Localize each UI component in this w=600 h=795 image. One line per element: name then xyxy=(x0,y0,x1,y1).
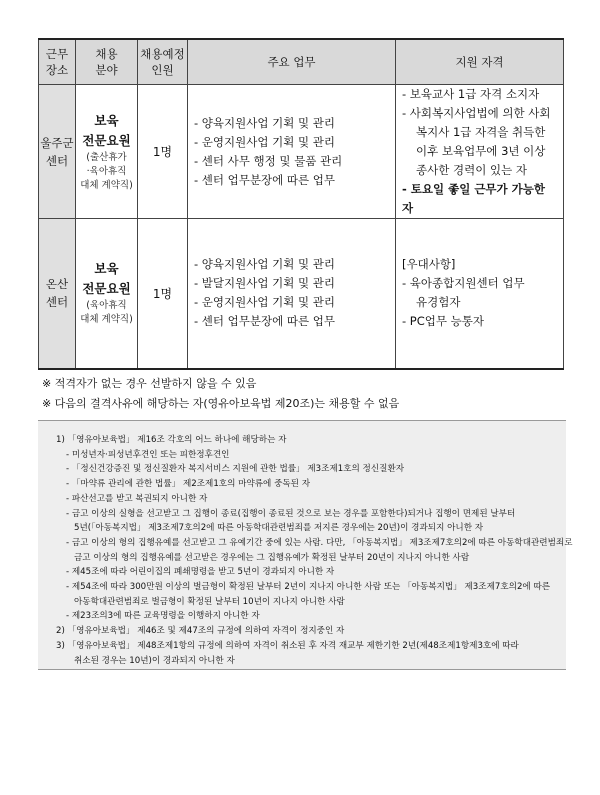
location-line1: 울주군 xyxy=(40,135,74,150)
duty-item: - 운영지원사업 기획 및 관리 xyxy=(194,295,335,310)
header-location-line1: 근무 xyxy=(45,47,69,61)
qual-item: - 사회복지사업법에 의한 사회 xyxy=(402,106,551,120)
location-line2: 센터 xyxy=(45,153,69,168)
qual-item: [우대사항] xyxy=(402,257,456,272)
field-sub-line2: ·육아휴직 xyxy=(86,165,127,177)
header-field-line1: 채용 xyxy=(95,47,118,61)
recruitment-table xyxy=(38,38,564,370)
note-line: ※ 적격자가 없는 경우 선발하지 않을 수 있음 xyxy=(42,377,257,390)
qualifications-cell xyxy=(396,219,564,369)
field-main-line2: 전문요원 xyxy=(82,281,131,297)
disq-line: 2) 「영유아보육법」 제46조 및 제47조의 규정에 의하여 자격이 정지중인 자 xyxy=(56,626,345,637)
location-line2: 센터 xyxy=(45,295,69,310)
disq-line: 취소된 경우는 10년)이 경과되지 아니한 자 xyxy=(74,655,235,666)
disq-line: - 금고 이상의 실형을 선고받고 그 집행이 종료(집행이 종료된 것으로 보는 경우를 포함한다)되거나 집행이 면제된 날부터 xyxy=(66,508,516,519)
disq-line: - 제54조에 따라 300만원 이상의 벌금형이 확정된 날부터 2년이 지나지 아니한 사람 또는 「아동복지법」 제3조제7호의2에 따른 xyxy=(66,582,551,593)
header-location xyxy=(39,39,76,85)
header-duties: 주요 업무 xyxy=(188,39,396,85)
disq-line: - 미성년자·피성년후견인 또는 피한정후견인 xyxy=(66,449,230,460)
duty-item: - 양육지원사업 기획 및 관리 xyxy=(194,257,335,272)
location-cell xyxy=(39,85,76,219)
header-count-line1: 채용예정 xyxy=(140,47,185,61)
header-count-line2: 인원 xyxy=(151,63,174,77)
disq-line: - 제23조의3에 따른 교육명령을 이행하지 아니한 자 xyxy=(66,611,260,622)
disq-line: 3) 「영유아보육법」 제48조제1항의 규정에 의하여 자격이 취소된 후 자격 재교부 제한기한 2년(제48조제1항제3호에 따라 xyxy=(56,640,519,651)
field-main-line1: 보육 xyxy=(94,112,119,128)
field-sub-line3: 대체 계약직) xyxy=(80,179,133,191)
qual-item: 종사한 경력이 있는 자 xyxy=(416,163,527,177)
field-cell xyxy=(76,85,138,219)
location-cell xyxy=(39,219,76,369)
field-sub-line2: 대체 계약직) xyxy=(80,314,133,326)
qual-item: - PC업무 능통자 xyxy=(402,314,484,329)
qual-item: - 보육교사 1급 자격 소지자 xyxy=(402,87,540,101)
qual-item-highlight: - 토요일 좋일 근무가 가능한 자 xyxy=(402,182,545,215)
duty-item: - 운영지원사업 기획 및 관리 xyxy=(194,134,335,149)
field-cell xyxy=(76,219,138,369)
duty-item: - 양육지원사업 기획 및 관리 xyxy=(194,115,335,130)
table-row-ulju xyxy=(39,85,564,219)
disq-line: - 파산선고를 받고 복권되지 아니한 자 xyxy=(66,493,208,504)
field-sub-line1: (출산휴가 xyxy=(86,151,127,163)
header-count xyxy=(138,39,188,85)
field-main-line2: 전문요원 xyxy=(82,132,131,148)
disq-line: - 「정신건강증진 및 정신질환자 복지서비스 지원에 관한 법률」 제3조제1호의 정신질환자 xyxy=(66,464,405,475)
qualifications-cell xyxy=(396,85,564,219)
location-line1: 온산 xyxy=(45,277,69,292)
count-cell: 1명 xyxy=(138,85,188,219)
disq-line: 1) 「영유아보육법」 제16조 각호의 어느 하나에 해당하는 자 xyxy=(56,435,287,445)
duties-cell xyxy=(188,85,396,219)
header-field-line2: 분야 xyxy=(95,63,118,77)
disq-line: - 「마약류 관리에 관한 법률」 제2조제1호의 마약류에 중독된 자 xyxy=(66,479,311,490)
count-cell: 1명 xyxy=(138,219,188,369)
header-location-line2: 장소 xyxy=(45,63,69,77)
duty-item: - 센터 업무분장에 따른 업무 xyxy=(194,314,335,329)
disq-line: - 제45조에 따라 어린이집의 폐쇄명령을 받고 5년이 경과되지 아니한 자 xyxy=(66,567,335,578)
duty-item: - 발달지원사업 기획 및 관리 xyxy=(194,276,335,291)
note-line: ※ 다음의 결격사유에 해당하는 자(영유아보육법 제20조)는 채용할 수 없음 xyxy=(42,397,400,410)
qual-item: 복지사 1급 자격을 취득한 xyxy=(416,125,546,139)
field-main-line1: 보육 xyxy=(94,261,119,277)
header-field xyxy=(76,39,138,85)
duty-item: - 센터 사무 행정 및 물품 관리 xyxy=(194,153,343,168)
disqualification-box xyxy=(38,420,573,670)
qual-item: 유경험자 xyxy=(416,295,461,310)
qual-item: - 육아종합지원센터 업무 xyxy=(402,276,525,291)
field-sub-line1: (육아휴직 xyxy=(86,300,127,312)
table-header-row xyxy=(39,39,564,85)
duties-cell xyxy=(188,219,396,369)
disq-line: 5년(「아동복지법」 제3조제7호의2에 따른 아동학대관련범죄를 저지른 경우에는 20년)이 경과되지 아니한 자 xyxy=(74,523,484,534)
header-qualifications: 지원 자격 xyxy=(396,39,564,85)
notes xyxy=(42,374,399,414)
disq-line: 아동학대관련범죄로 벌금형이 확정된 날부터 10년이 지나지 아니한 사람 xyxy=(74,596,345,607)
disq-line: - 금고 이상의 형의 집행유예를 선고받고 그 유예기간 중에 있는 사람. 다만, 「아동복지법」 제3조제7호의2에 따른 아동학대관련범죄로 xyxy=(66,537,573,548)
duty-item: - 센터 업무분장에 따른 업무 xyxy=(194,172,335,187)
table-row-onsan xyxy=(39,219,564,369)
disq-line: 금고 이상의 형의 집행유예를 선고받은 경우에는 그 집행유예가 확정된 날부터 20년이 지나지 아니한 사람 xyxy=(74,552,470,563)
qual-item: 이후 보육업무에 3년 이상 xyxy=(416,144,546,158)
